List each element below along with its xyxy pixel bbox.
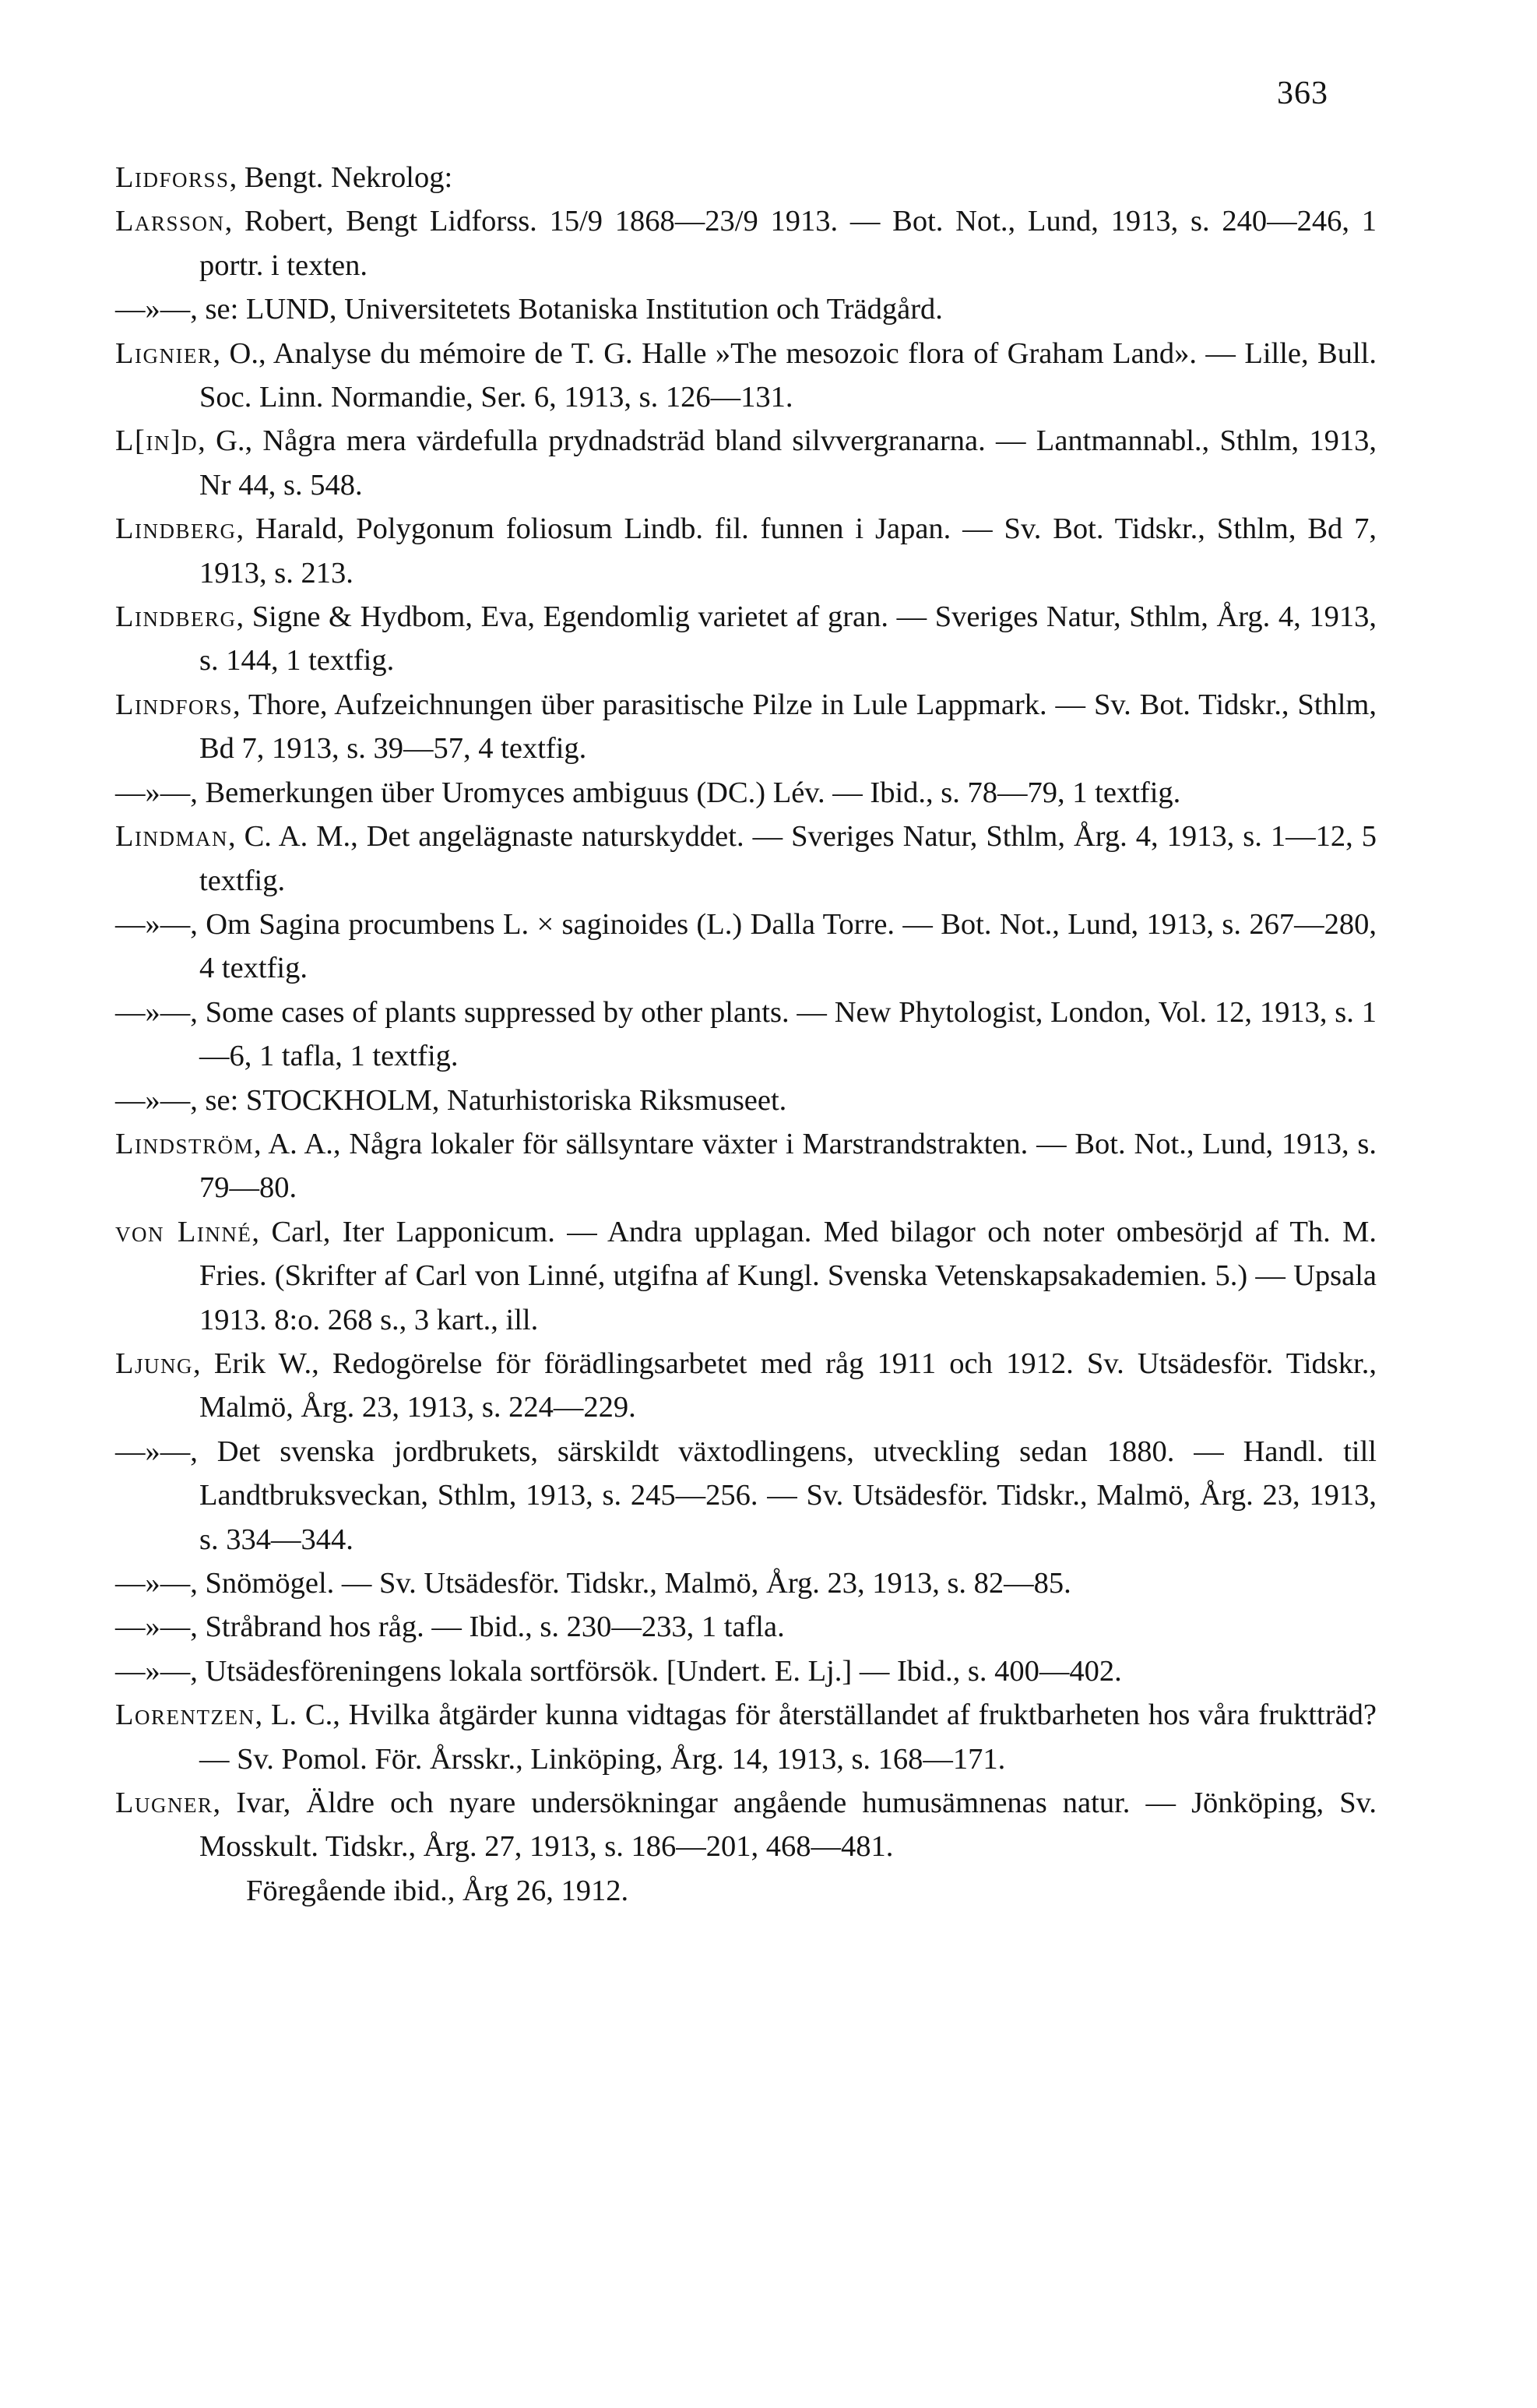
entry-author: Ljung — [115, 1347, 194, 1380]
entry-author: Lindström — [115, 1127, 255, 1160]
bib-entry — [115, 156, 1377, 199]
entry-text: —»—, Om Sagina procumbens L. × saginoides (L.) Dalla Torre. — Bot. Not., Lund, 1913, s. 267—280, 4 textfig. — [115, 907, 1377, 985]
bib-entry — [115, 1430, 1377, 1561]
entry-author: L[in]d — [115, 424, 199, 458]
bib-entry — [115, 903, 1377, 991]
bib-entry — [115, 287, 1377, 331]
bib-entry — [115, 1649, 1377, 1693]
bib-entry — [115, 1605, 1377, 1649]
entry-text: —»—, Snömögel. — Sv. Utsädesför. Tidskr., Malmö, Årg. 23, 1913, s. 82—85. — [115, 1567, 1071, 1600]
bib-entry — [115, 1079, 1377, 1122]
bib-entry — [115, 1210, 1377, 1342]
entry-text: , L. C., Hvilka åtgärder kunna vidtagas för återställandet af fruktbarheten hos våra fruktträd? — Sv. Pomol. För. Årsskr., Linköping, Årg. 14, 1913, s. 168—171. — [199, 1699, 1377, 1776]
entry-author: Lindman — [115, 820, 229, 854]
bib-entry — [115, 419, 1377, 507]
trailing-note: Föregående ibid., Årg 26, 1912. — [246, 1874, 629, 1907]
bib-entry — [115, 332, 1377, 420]
entry-text: —»—, Some cases of plants suppressed by other plants. — New Phytologist, London, Vol. 12, 1913, s. 1—6, 1 tafla, 1 textfig. — [115, 995, 1377, 1073]
bib-entry — [115, 507, 1377, 595]
entry-text: —»—, se: STOCKHOLM, Naturhistoriska Riksmuseet. — [115, 1083, 787, 1117]
entry-text: , Erik W., Redogörelse för förädlingsarbetet med råg 1911 och 1912. Sv. Utsädesför. Tidskr., Malmö, Årg. 23, 1913, s. 224—229. — [193, 1347, 1377, 1424]
entry-text: , Thore, Aufzeichnungen über parasitische Pilze in Lule Lappmark. — Sv. Bot. Tidskr., Sthlm, Bd 7, 1913, s. 39—57, 4 textfig. — [199, 688, 1377, 766]
bib-entry — [115, 991, 1377, 1079]
entry-author: Lindfors — [115, 688, 234, 721]
entry-text: , Carl, Iter Lapponicum. — Andra upplagan. Med bilagor och noter ombesörjd af Th. M. Fries. (Skrifter af Carl von Linné, utgifna af Kungl. Svenska Vetenskapsakademien. 5.) — Upsala 1913. 8:o. 268 s., 3 kart., ill. — [199, 1215, 1377, 1336]
bib-entry — [115, 771, 1377, 815]
bib-entry — [115, 683, 1377, 771]
entry-text: —»—, Bemerkungen über Uromyces ambiguus (DC.) Lév. — Ibid., s. 78—79, 1 textfig. — [115, 776, 1181, 809]
bib-entry — [115, 1693, 1377, 1781]
bib-entry — [115, 199, 1377, 287]
entry-text: , A. A., Några lokaler för sällsyntare växter i Marstrandstrakten. — Bot. Not., Lund, 1913, s. 79—80. — [199, 1127, 1377, 1205]
bib-entry — [115, 1781, 1377, 1869]
entry-text: —»—, se: LUND, Universitetets Botaniska Institution och Trädgård. — [115, 293, 943, 326]
bib-entry — [115, 815, 1377, 903]
bib-entry — [115, 1122, 1377, 1210]
entry-text: , Robert, Bengt Lidforss. 15/9 1868—23/9 1913. — Bot. Not., Lund, 1913, s. 240—246, 1 portr. i texten. — [199, 205, 1377, 282]
entry-text: —»—, Stråbrand hos råg. — Ibid., s. 230—233, 1 tafla. — [115, 1611, 785, 1644]
bibliography-list — [115, 156, 1377, 1913]
entry-author: Larsson — [115, 205, 225, 238]
bib-entry — [115, 1342, 1377, 1430]
entry-author: von Linné — [115, 1215, 252, 1248]
entry-author: Lidforss — [115, 161, 230, 194]
entry-author: Lignier — [115, 336, 213, 370]
entry-text: , Signe & Hydbom, Eva, Egendomlig varietet af gran. — Sveriges Natur, Sthlm, Årg. 4, 1913, s. 144, 1 textfig. — [199, 600, 1377, 678]
entry-author: Lindberg — [115, 512, 237, 546]
bib-entry — [115, 1561, 1377, 1605]
entry-text: , C. A. M., Det angelägnaste naturskyddet. — Sveriges Natur, Sthlm, Årg. 4, 1913, s. 1—12, 5 textfig. — [199, 820, 1377, 897]
entry-author: Lorentzen — [115, 1699, 255, 1732]
bib-entry — [115, 595, 1377, 683]
entry-text: —»—, Utsädesföreningens lokala sortförsök. [Undert. E. Lj.] — Ibid., s. 400—402. — [115, 1654, 1122, 1688]
entry-author: Lindberg — [115, 600, 237, 634]
entry-text: , G., Några mera värdefulla prydnadsträd bland silvvergranarna. — Lantmannabl., Sthlm, 1913, Nr 44, s. 548. — [198, 424, 1377, 502]
entry-text: —»—, Det svenska jordbrukets, särskildt växtodlingens, utveckling sedan 1880. — Handl. till Landtbruksveckan, Sthlm, 1913, s. 245—256. — Sv. Utsädesför. Tidskr., Malmö, Årg. 23, 1913, s. 334—344. — [115, 1435, 1377, 1556]
page-number: 363 — [1277, 76, 1328, 111]
entry-text: , Bengt. Nekrolog: — [229, 161, 453, 194]
entry-text: , Harald, Polygonum foliosum Lindb. fil. funnen i Japan. — Sv. Bot. Tidskr., Sthlm, Bd 7, 1913, s. 213. — [199, 512, 1377, 590]
entry-text: , O., Analyse du mémoire de T. G. Halle »The mesozoic flora of Graham Land». — Lille, Bull. Soc. Linn. Normandie, Ser. 6, 1913, s. 126—131. — [199, 336, 1377, 414]
entry-text: , Ivar, Äldre och nyare undersökningar angående humusämnenas natur. — Jönköping, Sv. Mosskult. Tidskr., Årg. 27, 1913, s. 186—201, 468—481. — [199, 1787, 1377, 1864]
entry-author: Lugner — [115, 1787, 213, 1820]
